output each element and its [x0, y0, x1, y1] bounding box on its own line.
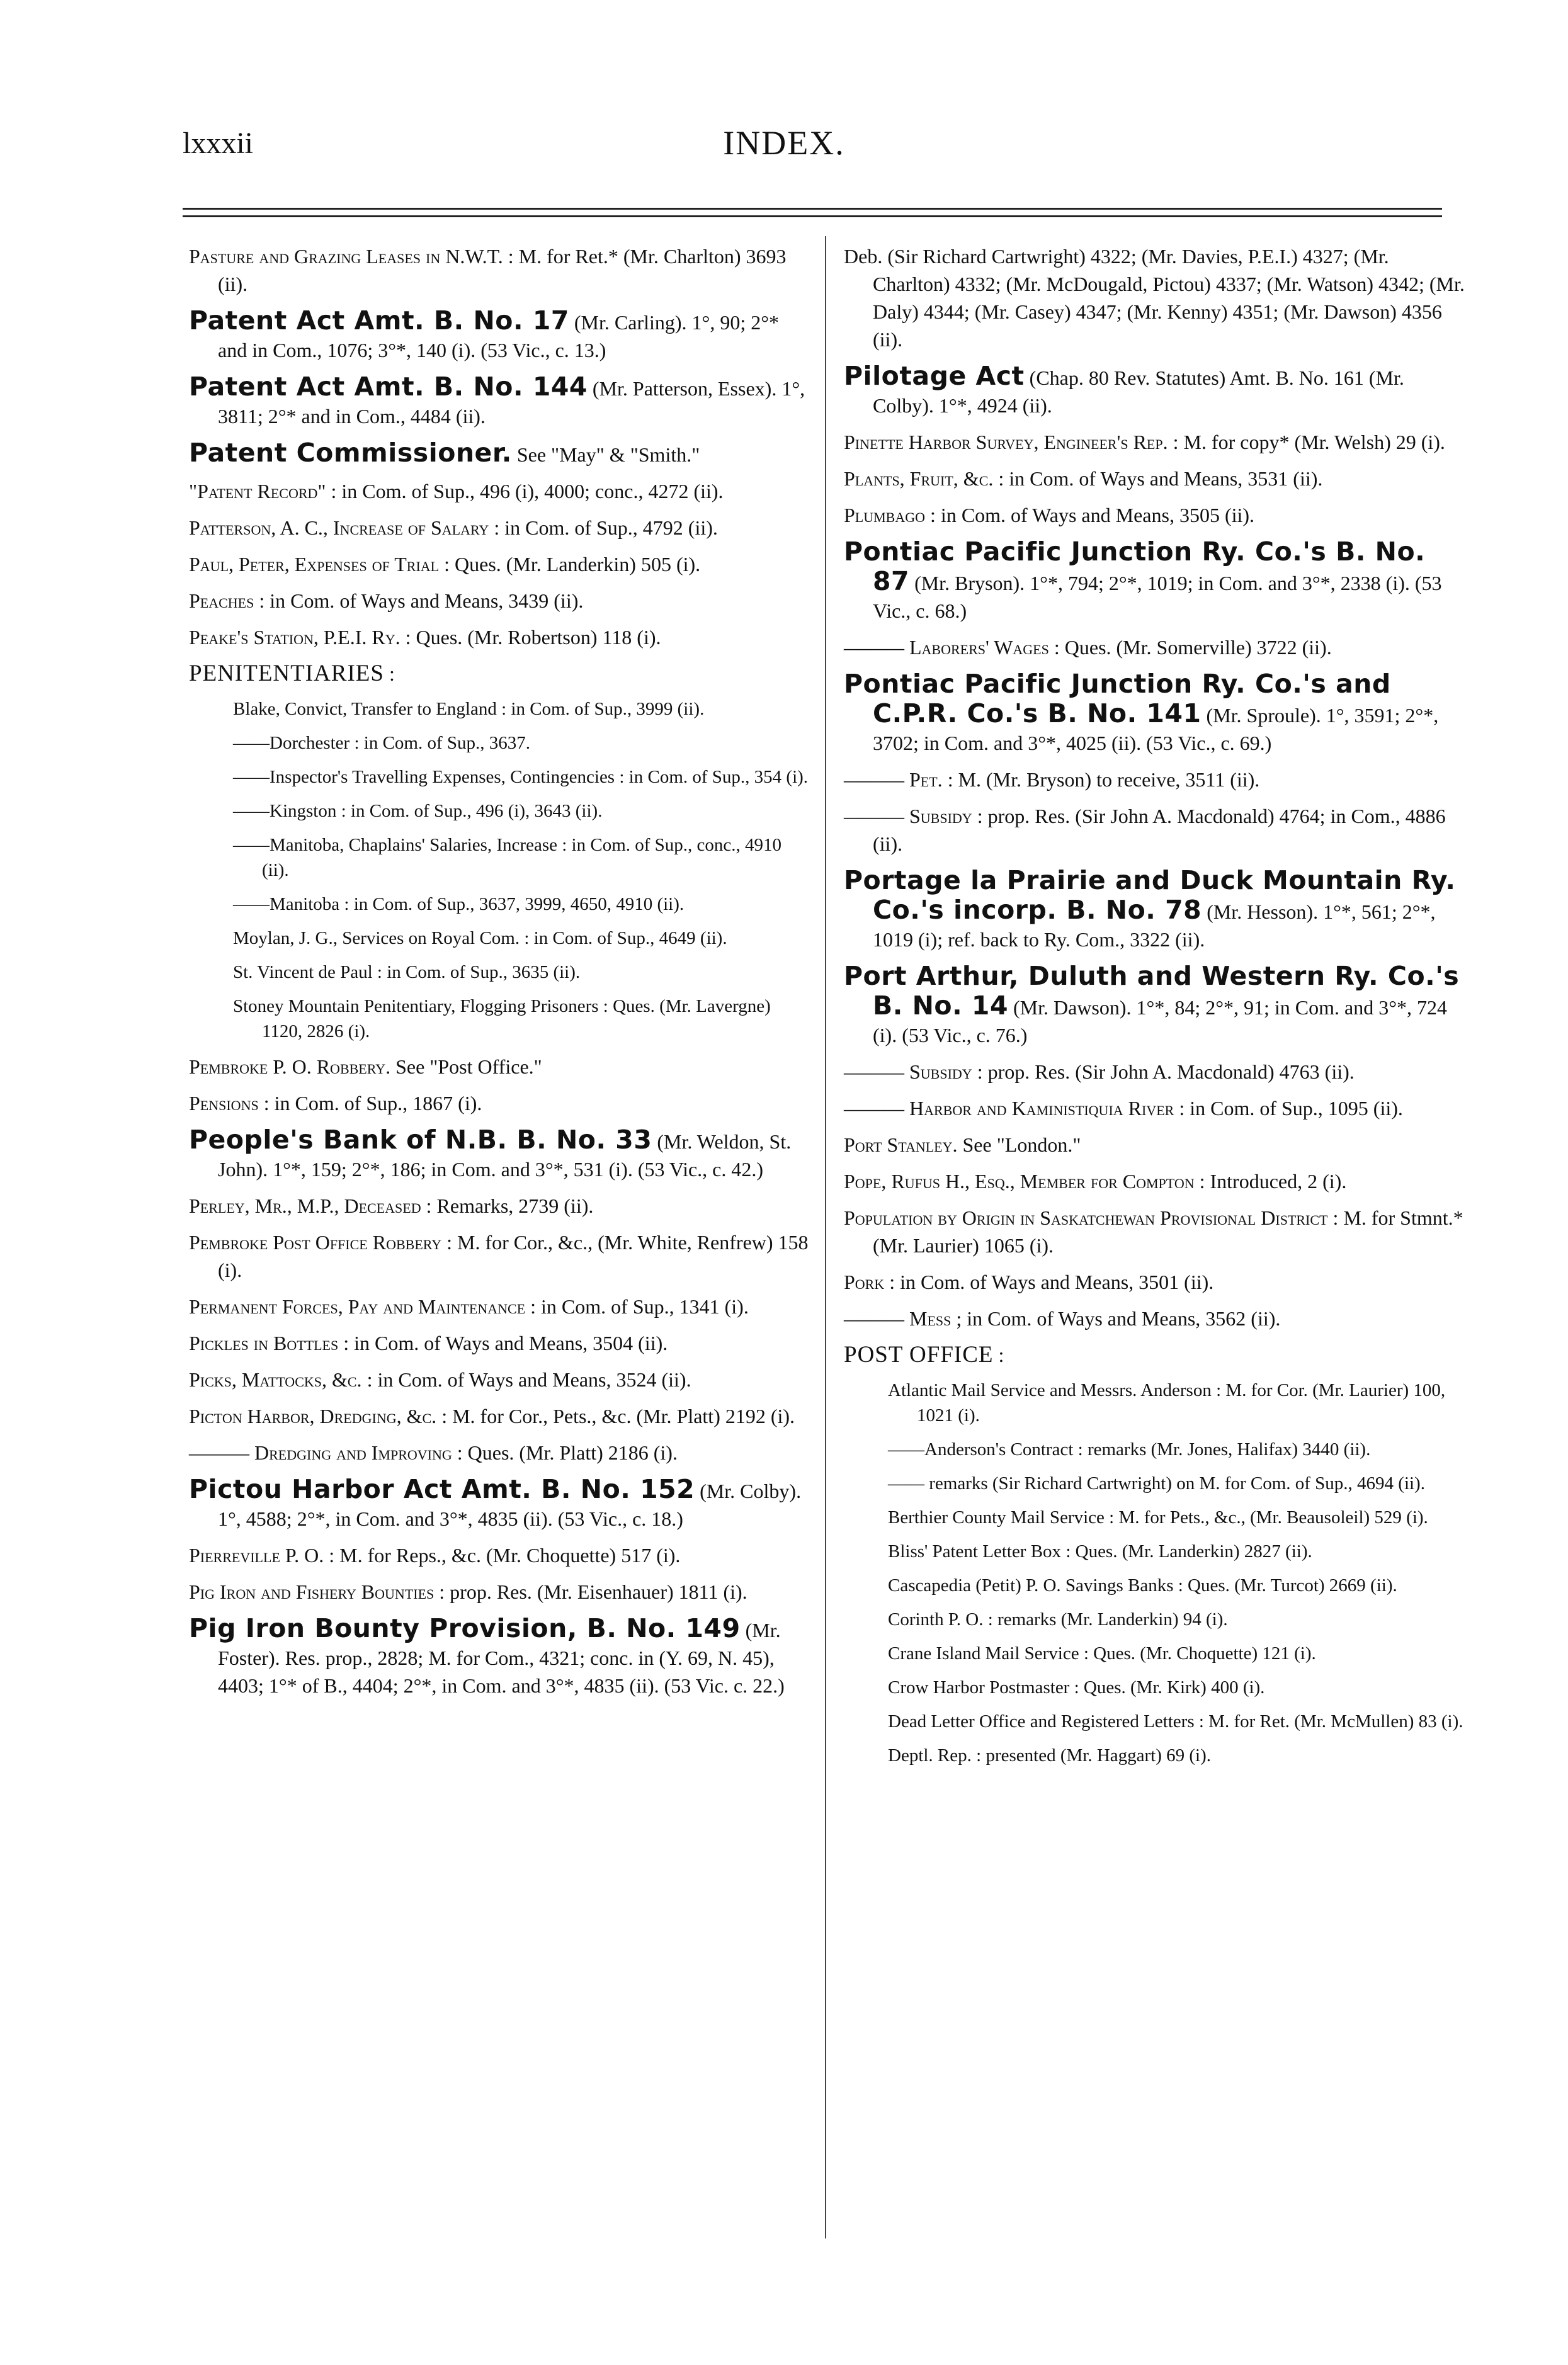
- entry-text: : Ques. (Mr. Platt) 2186 (i).: [457, 1441, 678, 1464]
- entry-heading: Pembroke Post Office Robbery: [189, 1231, 442, 1254]
- entry-text: : remarks (Mr. Landerkin) 94 (i).: [987, 1609, 1228, 1630]
- entry-heading: Portage la Prairie and Duck Mountain Ry. Co.'s incorp. B. No. 78: [844, 865, 1456, 925]
- entry-text: : Ques. (Mr. Turcot) 2669 (ii).: [1178, 1575, 1397, 1596]
- entry-heading: Port Arthur, Duluth and Western Ry. Co.'s B. No. 14: [844, 961, 1460, 1021]
- entry-text: : M. for copy* (Mr. Welsh) 29 (i).: [1173, 431, 1445, 453]
- index-entry: [888, 1378, 1467, 1428]
- entry-text: (Mr. Foster). Res. prop., 2828; M. for Com., 4321; conc. in (Y. 69, N. 45), 4403; 1°* of B., 4404; 2°*, in Com. and 3°*, 4835 (ii). (53 Vic. c. 22.): [218, 1619, 785, 1697]
- entry-heading: Plumbago: [844, 504, 926, 526]
- entry-heading: Pierreville P. O.: [189, 1544, 324, 1567]
- index-entry: [888, 1505, 1467, 1530]
- entry-text: (Mr. Dawson). 1°*, 84; 2°*, 91; in Com. and 3°*, 724 (i). (53 Vic., c. 76.): [873, 996, 1448, 1046]
- entry-heading: Bliss' Patent Letter Box: [888, 1541, 1062, 1562]
- index-entry: [888, 1709, 1467, 1734]
- index-entry: [888, 1675, 1467, 1700]
- entry-text: : in Com. of Sup., 1341 (i).: [530, 1295, 749, 1318]
- index-entry: [189, 307, 812, 364]
- page-number: lxxxii: [183, 127, 254, 160]
- entry-heading: Berthier County Mail Service: [888, 1507, 1105, 1528]
- index-entry: [189, 1439, 812, 1466]
- entry-text: : M. for Cor., Pets., &c. (Mr. Platt) 2192 (i).: [441, 1405, 795, 1427]
- entry-text: : in Com. of Sup., 496 (i), 4000; conc., 4272 (ii).: [331, 480, 724, 502]
- header-rule-bottom: [183, 215, 1442, 217]
- index-entry: [189, 1475, 812, 1533]
- index-entry: [189, 1578, 812, 1606]
- entry-text: : M. for Ret. (Mr. McMullen) 83 (i).: [1198, 1711, 1463, 1732]
- entry-text: : Ques. (Mr. Landerkin) 505 (i).: [444, 553, 701, 576]
- index-entry: [844, 1341, 1467, 1369]
- entry-text: : Ques. (Mr. Lavergne) 1120, 2826 (i).: [262, 996, 771, 1041]
- entry-heading: ——— Harbor and Kaministiquia River: [844, 1097, 1174, 1120]
- entry-text: :: [998, 1344, 1004, 1366]
- index-entry: [888, 1573, 1467, 1598]
- entry-heading: Paul, Peter, Expenses of Trial: [189, 553, 440, 576]
- entry-text: (Mr. Colby). 1°, 4588; 2°*, in Com. and 3°*, 4835 (ii). (53 Vic., c. 18.): [218, 1480, 802, 1530]
- entry-text: remarks (Sir Richard Cartwright) on M. for Com. of Sup., 4694 (ii).: [929, 1473, 1425, 1494]
- entry-heading: Pembroke P. O. Robbery.: [189, 1055, 391, 1078]
- entry-text: : in Com. of Sup., 3999 (ii).: [501, 699, 705, 719]
- entry-text: (Mr. Sproule). 1°, 3591; 2°*, 3702; in Com. and 3°*, 4025 (ii). (53 Vic., c. 69.): [873, 704, 1439, 754]
- entry-heading: Blake, Convict, Transfer to England: [233, 699, 497, 719]
- index-entry: [189, 1293, 812, 1320]
- entry-heading: Stoney Mountain Penitentiary, Flogging Prisoners: [233, 996, 599, 1016]
- entry-text: : remarks (Mr. Jones, Halifax) 3440 (ii).: [1077, 1439, 1371, 1460]
- entry-heading: ——Inspector's Travelling Expenses, Contingencies: [233, 767, 615, 787]
- entry-heading: ——— Laborers' Wages: [844, 636, 1049, 659]
- entry-text: : M. for Cor., &c., (Mr. White, Renfrew) 158 (i).: [218, 1231, 809, 1281]
- entry-text: (Chap. 80 Rev. Statutes) Amt. B. No. 161 (Mr. Colby). 1°*, 4924 (ii).: [873, 366, 1404, 417]
- index-entry: [844, 633, 1467, 661]
- index-entry: [888, 1471, 1467, 1496]
- entry-text: : prop. Res. (Sir John A. Macdonald) 4763 (ii).: [977, 1060, 1355, 1083]
- entry-text: : in Com. of Sup., 496 (i), 3643 (ii).: [341, 801, 603, 821]
- index-entry: [189, 623, 812, 651]
- entry-heading: Peaches: [189, 589, 254, 612]
- entry-text: : M. for Stmnt.* (Mr. Laurier) 1065 (i).: [873, 1206, 1463, 1257]
- entry-text: : in Com. of Ways and Means, 3531 (ii).: [998, 467, 1323, 490]
- entry-text: ; in Com. of Ways and Means, 3562 (ii).: [956, 1307, 1281, 1330]
- entry-text: : in Com. of Sup., 3637, 3999, 4650, 4910 (ii).: [344, 894, 685, 914]
- index-entry: [888, 1437, 1467, 1462]
- entry-heading: Patent Act Amt. B. No. 17: [189, 305, 569, 336]
- index-entry: [844, 538, 1467, 625]
- entry-heading: Picton Harbor, Dredging, &c.: [189, 1405, 437, 1427]
- entry-heading: Moylan, J. G., Services on Royal Com.: [233, 928, 520, 948]
- index-entry: [233, 798, 812, 824]
- entry-text: : prop. Res. (Mr. Eisenhauer) 1811 (i).: [439, 1580, 747, 1603]
- entry-text: : in Com. of Ways and Means, 3504 (ii).: [343, 1332, 668, 1354]
- entry-text: : in Com. of Ways and Means, 3501 (ii).: [889, 1271, 1214, 1293]
- index-entry: [189, 1228, 812, 1284]
- entry-heading: POST OFFICE: [844, 1342, 994, 1368]
- entry-heading: Corinth P. O.: [888, 1609, 984, 1630]
- index-entry: [844, 242, 1467, 353]
- entry-text: Deb. (Sir Richard Cartwright) 4322; (Mr. Davies, P.E.I.) 4327; (Mr. Charlton) 4332; (Mr. McDougald, Pictou) 4337; (Mr. Watson) 4342; (Mr. Daly) 4344; (Mr. Casey) 4347; (Mr. Kenny) 4351; (Mr. Dawson) 4356 (ii).: [844, 245, 1465, 351]
- entry-text: See "London.": [962, 1133, 1081, 1156]
- index-entry: [189, 1053, 812, 1080]
- entry-heading: Peake's Station, P.E.I. Ry.: [189, 626, 401, 649]
- index-entry: [844, 670, 1467, 757]
- entry-text: : M. for Ret.* (Mr. Charlton) 3693 (ii).: [218, 245, 787, 295]
- index-entry: [844, 802, 1467, 858]
- entry-text: : Ques. (Mr. Landerkin) 2827 (ii).: [1065, 1541, 1312, 1562]
- index-entry: [844, 866, 1467, 953]
- entry-text: : M. for Pets., &c., (Mr. Beausoleil) 529 (i).: [1109, 1507, 1428, 1528]
- entry-heading: Pontiac Pacific Junction Ry. Co.'s B. No. 87: [844, 536, 1426, 596]
- index-entry: [189, 1541, 812, 1569]
- index-entry: [189, 587, 812, 615]
- index-entry: [844, 1305, 1467, 1332]
- entry-heading: Pontiac Pacific Junction Ry. Co.'s and C.P.R. Co.'s B. No. 141: [844, 669, 1391, 729]
- index-entry: [844, 1131, 1467, 1159]
- index-entry: [233, 926, 812, 951]
- entry-heading: Atlantic Mail Service and Messrs. Anderson: [888, 1380, 1212, 1400]
- entry-heading: ——— Mess: [844, 1307, 952, 1330]
- index-entry: [189, 1089, 812, 1117]
- entry-heading: Deptl. Rep.: [888, 1745, 972, 1766]
- entry-heading: Pasture and Grazing Leases in N.W.T.: [189, 245, 503, 268]
- entry-heading: Perley, Mr., M.P., Deceased: [189, 1194, 421, 1217]
- entry-text: : in Com. of Ways and Means, 3439 (ii).: [259, 589, 584, 612]
- entry-text: (Mr. Bryson). 1°*, 794; 2°*, 1019; in Com. and 3°*, 2338 (i). (53 Vic., c. 68.): [873, 572, 1442, 622]
- entry-text: : Ques. (Mr. Robertson) 118 (i).: [405, 626, 661, 649]
- index-entry: [189, 1126, 812, 1183]
- entry-heading: Picks, Mattocks, &c.: [189, 1368, 362, 1391]
- entry-heading: ——Anderson's Contract: [888, 1439, 1074, 1460]
- entry-heading: ——— Subsidy: [844, 1060, 972, 1083]
- index-entry: [844, 465, 1467, 492]
- index-entry: [844, 766, 1467, 793]
- index-entry: [844, 1268, 1467, 1296]
- index-entry: [844, 428, 1467, 456]
- index-entry: [844, 1167, 1467, 1195]
- index-entry: [189, 477, 812, 505]
- entry-text: :: [389, 662, 395, 685]
- entry-heading: Pig Iron and Fishery Bounties: [189, 1580, 435, 1603]
- index-entry: [189, 373, 812, 430]
- entry-heading: ——— Pet.: [844, 768, 943, 791]
- entry-text: (Mr. Hesson). 1°*, 561; 2°*, 1019 (i); ref. back to Ry. Com., 3322 (ii).: [873, 900, 1436, 951]
- entry-text: : M. (Mr. Bryson) to receive, 3511 (ii).: [947, 768, 1260, 791]
- index-entry: [233, 696, 812, 722]
- header-rule-top: [183, 208, 1442, 210]
- entry-text: : in Com. of Ways and Means, 3505 (ii).: [930, 504, 1255, 526]
- entry-text: : in Com. of Sup., 4649 (ii).: [524, 928, 727, 948]
- index-entry: [233, 832, 812, 883]
- entry-text: : prop. Res. (Sir John A. Macdonald) 4764; in Com., 4886 (ii).: [873, 805, 1446, 855]
- index-entry: [189, 1366, 812, 1393]
- index-entry: [844, 1204, 1467, 1259]
- index-entry: [888, 1539, 1467, 1564]
- entry-heading: Pickles in Bottles: [189, 1332, 339, 1354]
- index-entry: [189, 439, 812, 468]
- index-entry: [189, 660, 812, 688]
- entry-heading: People's Bank of N.B. B. No. 33: [189, 1125, 652, 1155]
- entry-heading: Pinette Harbor Survey, Engineer's Rep.: [844, 431, 1168, 453]
- index-entry: [844, 1058, 1467, 1086]
- entry-heading: Port Stanley.: [844, 1133, 958, 1156]
- entry-text: See "Post Office.": [395, 1055, 542, 1078]
- index-entry: [888, 1743, 1467, 1768]
- entry-heading: Patent Act Amt. B. No. 144: [189, 371, 588, 402]
- entry-heading: Pope, Rufus H., Esq., Member for Compton: [844, 1170, 1195, 1193]
- entry-heading: Dead Letter Office and Registered Letters: [888, 1711, 1195, 1732]
- index-entry: [888, 1607, 1467, 1632]
- index-entry: [844, 501, 1467, 529]
- entry-heading: ——— Subsidy: [844, 805, 972, 827]
- entry-text: See "May" & "Smith.": [516, 443, 700, 466]
- index-entry: [189, 1192, 812, 1220]
- index-entry: [189, 514, 812, 542]
- index-entry: [189, 242, 812, 298]
- index-entry: [189, 1614, 812, 1699]
- entry-heading: Plants, Fruit, &c.: [844, 467, 994, 490]
- entry-heading: PENITENTIARIES: [189, 661, 384, 686]
- entry-text: (Mr. Patterson, Essex). 1°, 3811; 2°* and in Com., 4484 (ii).: [218, 377, 805, 428]
- entry-heading: Crow Harbor Postmaster: [888, 1677, 1070, 1698]
- entry-heading: Pictou Harbor Act Amt. B. No. 152: [189, 1474, 695, 1504]
- entry-text: : in Com. of Ways and Means, 3524 (ii).: [366, 1368, 691, 1391]
- entry-heading: ——— Dredging and Improving: [189, 1441, 452, 1464]
- index-entry: [189, 1402, 812, 1430]
- column-divider: [825, 236, 826, 2238]
- entry-text: (Mr. Weldon, St. John). 1°*, 159; 2°*, 186; in Com. and 3°*, 531 (i). (53 Vic., c. 42.): [218, 1130, 792, 1181]
- entry-text: : presented (Mr. Haggart) 69 (i).: [976, 1745, 1212, 1766]
- entry-heading: ——Kingston: [233, 801, 337, 821]
- entry-text: : M. for Cor. (Mr. Laurier) 100, 1021 (i).: [917, 1380, 1446, 1426]
- index-entry: [189, 550, 812, 578]
- entry-text: : in Com. of Sup., 3635 (ii).: [377, 962, 581, 982]
- index-entry: [233, 764, 812, 790]
- left-column: [189, 242, 812, 1708]
- entry-heading: Patterson, A. C., Increase of Salary: [189, 516, 489, 539]
- entry-heading: Pork: [844, 1271, 885, 1293]
- entry-heading: Crane Island Mail Service: [888, 1643, 1079, 1664]
- index-entry: [233, 960, 812, 985]
- entry-text: : Ques. (Mr. Kirk) 400 (i).: [1074, 1677, 1265, 1698]
- entry-heading: "Patent Record": [189, 480, 326, 502]
- entry-text: : in Com. of Sup., 1867 (i).: [263, 1092, 482, 1114]
- entry-text: : Ques. (Mr. Choquette) 121 (i).: [1083, 1643, 1316, 1664]
- entry-text: : Introduced, 2 (i).: [1199, 1170, 1347, 1193]
- entry-text: (Mr. Carling). 1°, 90; 2°* and in Com., 1076; 3°*, 140 (i). (53 Vic., c. 13.): [218, 311, 780, 361]
- index-entry: [233, 892, 812, 917]
- page-title: INDEX.: [723, 124, 845, 162]
- entry-text: : Remarks, 2739 (ii).: [426, 1194, 594, 1217]
- entry-heading: Cascapedia (Petit) P. O. Savings Banks: [888, 1575, 1174, 1596]
- index-entry: [189, 1329, 812, 1357]
- index-entry: [844, 1094, 1467, 1122]
- entry-heading: ——Manitoba: [233, 894, 340, 914]
- entry-text: : M. for Reps., &c. (Mr. Choquette) 517 (i).: [329, 1544, 681, 1567]
- entry-heading: Pilotage Act: [844, 361, 1025, 391]
- entry-heading: St. Vincent de Paul: [233, 962, 373, 982]
- right-column: [844, 242, 1467, 1777]
- index-entry: [233, 730, 812, 756]
- entry-text: : in Com. of Sup., 4792 (ii).: [494, 516, 718, 539]
- index-entry: [233, 994, 812, 1044]
- entry-heading: Pig Iron Bounty Provision, B. No. 149: [189, 1613, 741, 1643]
- entry-heading: ——Dorchester: [233, 733, 350, 753]
- index-entry: [844, 362, 1467, 419]
- entry-text: : in Com. of Sup., 1095 (ii).: [1179, 1097, 1403, 1120]
- entry-heading: Pensions: [189, 1092, 259, 1114]
- entry-heading: Population by Origin in Saskatchewan Provisional District: [844, 1206, 1328, 1229]
- entry-text: : in Com. of Sup., conc., 4910 (ii).: [262, 835, 782, 880]
- entry-text: : in Com. of Sup., 354 (i).: [619, 767, 809, 787]
- entry-heading: Patent Commissioner.: [189, 438, 512, 468]
- entry-heading: Permanent Forces, Pay and Maintenance: [189, 1295, 526, 1318]
- entry-heading: ——Manitoba, Chaplains' Salaries, Increase: [233, 835, 557, 855]
- entry-text: : Ques. (Mr. Somerville) 3722 (ii).: [1054, 636, 1332, 659]
- index-entry: [844, 962, 1467, 1049]
- index-entry: [888, 1641, 1467, 1666]
- entry-heading: ——: [888, 1473, 924, 1494]
- entry-text: : in Com. of Sup., 3637.: [354, 733, 531, 753]
